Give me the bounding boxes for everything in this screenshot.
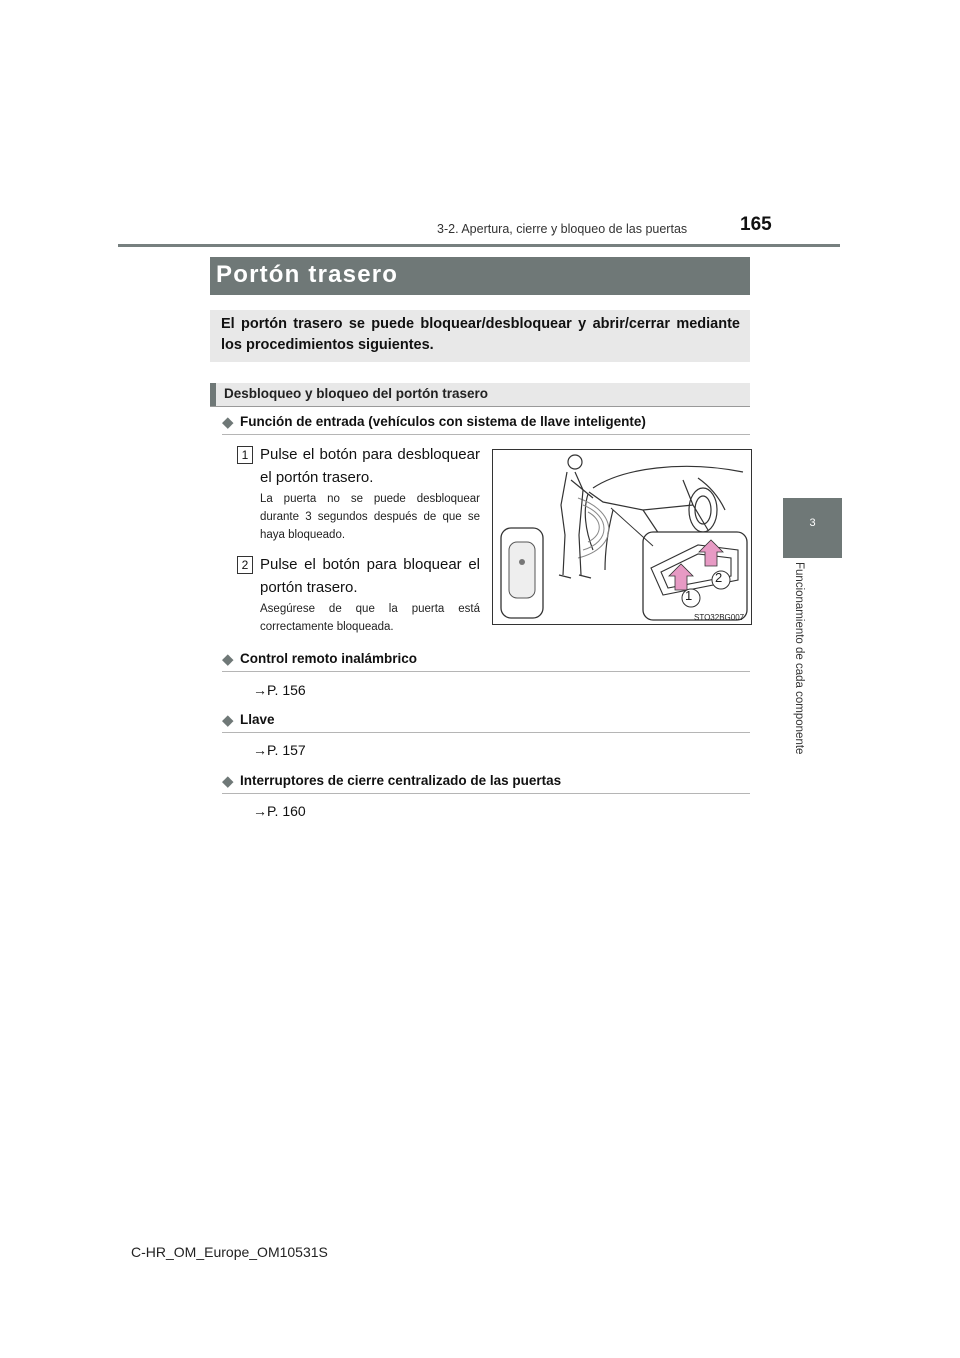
- subsection-title: Desbloqueo y bloqueo del portón trasero: [224, 386, 489, 401]
- item-heading-key: ◆ Llave: [222, 712, 275, 729]
- item-heading-entry-function: ◆ Función de entrada (vehículos con sistema de llave inteligente): [222, 414, 646, 431]
- item-rule: [222, 434, 750, 435]
- chapter-tab-number: 3: [809, 517, 816, 529]
- intro-text: El portón trasero se puede bloquear/desbloquear y abrir/cerrar mediante los procedimientos siguientes.: [221, 316, 740, 353]
- page-number: 165: [740, 214, 772, 235]
- chapter-title: 3-2. Apertura, cierre y bloqueo de las puertas: [437, 222, 688, 236]
- diamond-bullet-icon: ◆: [222, 651, 234, 668]
- header-rule: [118, 244, 840, 247]
- subsection-rule: [210, 406, 750, 407]
- diamond-bullet-icon: ◆: [222, 712, 234, 729]
- page-reference-link[interactable]: →P. 156: [253, 682, 306, 698]
- item-rule: [222, 793, 750, 794]
- step-text-1: Pulse el botón para desbloquear el portón trasero.: [260, 446, 480, 486]
- footer-doc-id: C-HR_OM_Europe_OM10531S: [131, 1244, 328, 1260]
- item-rule: [222, 671, 750, 672]
- chapter-tab-label: Funcionamiento de cada componente: [793, 562, 805, 755]
- diamond-bullet-icon: ◆: [222, 414, 234, 431]
- section-title: Portón trasero: [216, 261, 399, 288]
- diamond-bullet-icon: ◆: [222, 773, 234, 790]
- item-heading-central-lock: ◆ Interruptores de cierre centralizado de las puertas: [222, 773, 562, 790]
- step-note-1: La puerta no se puede desbloquear durante 3 segundos después de que se haya bloqueado.: [260, 493, 480, 541]
- figure-callout-1: 1: [685, 588, 693, 603]
- page-reference-link[interactable]: →P. 157: [253, 742, 306, 758]
- figure-callout-2: 2: [715, 570, 723, 585]
- step-text-2: Pulse el botón para bloquear el portón trasero.: [260, 556, 480, 596]
- step-number-1: 1: [237, 446, 253, 464]
- page-reference-link[interactable]: →P. 160: [253, 803, 306, 819]
- step-note-2: Asegúrese de que la puerta está correctamente bloqueada.: [260, 603, 480, 633]
- tailgate-illustration: [492, 449, 752, 625]
- item-rule: [222, 732, 750, 733]
- figure-code: STO32BG007: [694, 613, 745, 622]
- step-number-2: 2: [237, 556, 253, 574]
- tailgate-illustration-svg: [493, 450, 751, 624]
- item-heading-remote: ◆ Control remoto inalámbrico: [222, 651, 418, 668]
